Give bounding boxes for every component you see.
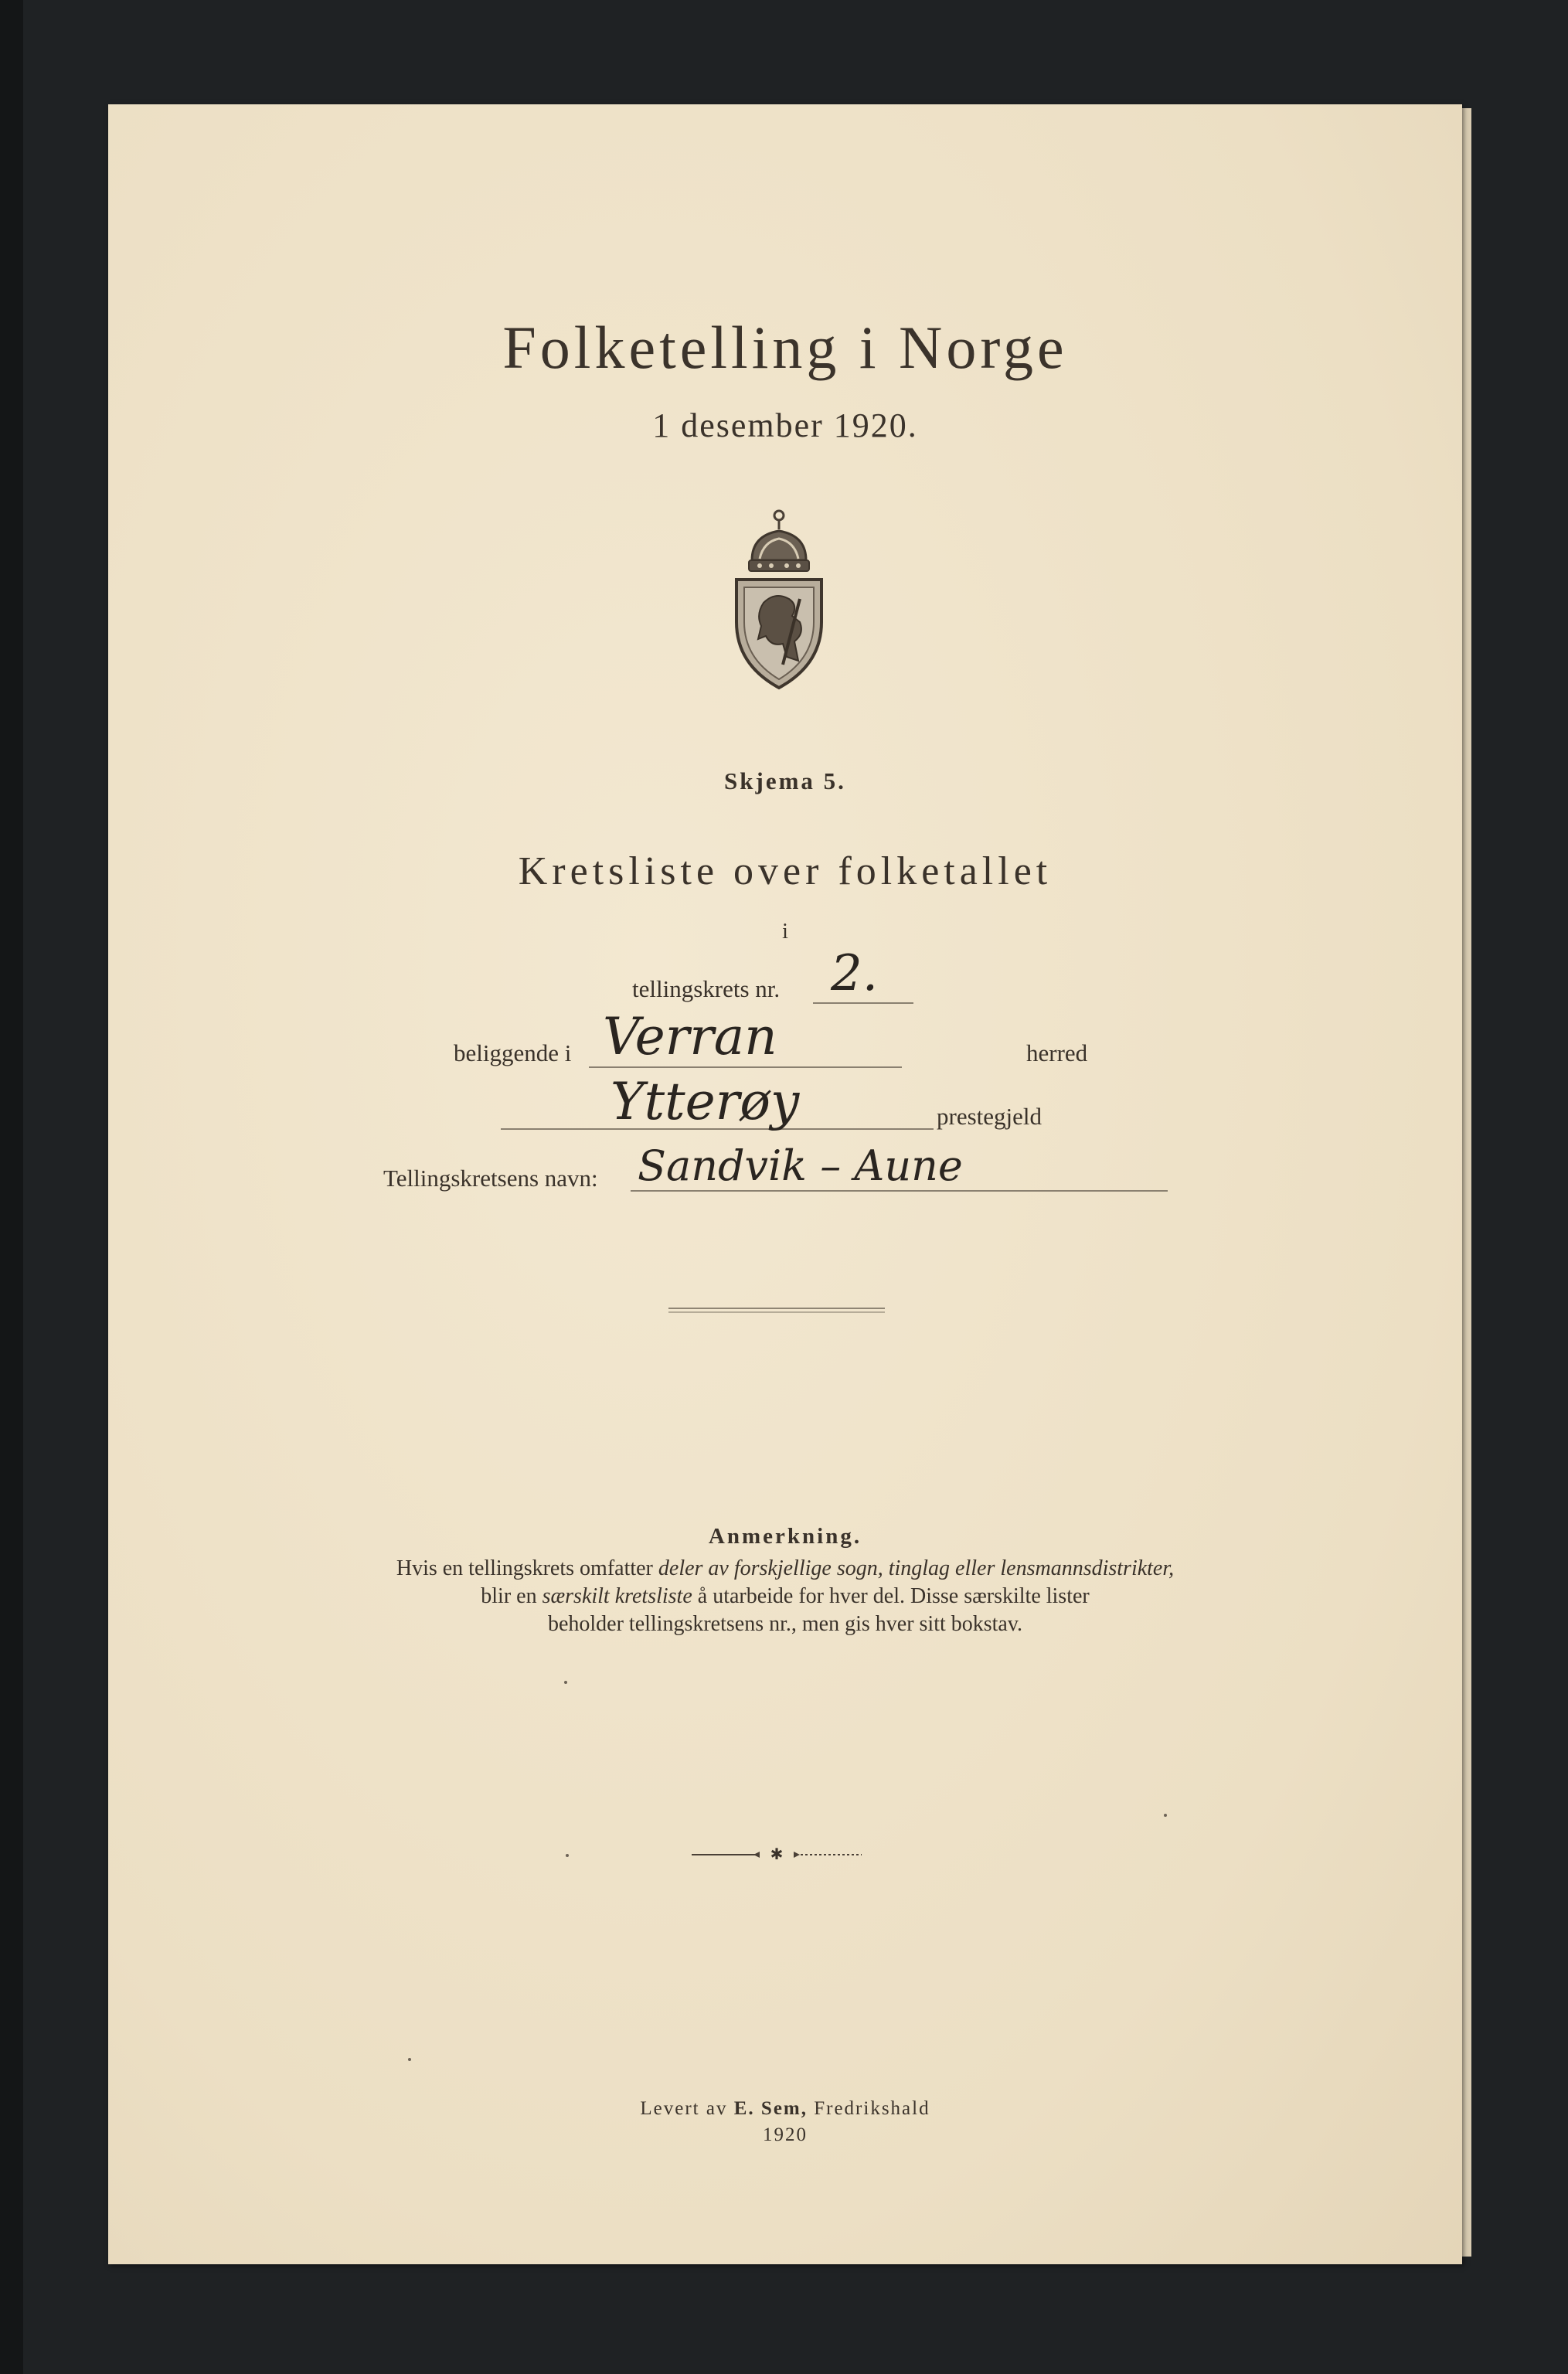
preposition: i <box>782 920 788 944</box>
paper-speck <box>1164 1814 1167 1817</box>
paper-speck <box>566 1854 569 1857</box>
district-number-label: tellingskrets nr. <box>632 975 781 1002</box>
district-name-label: Tellingskretsens navn: <box>383 1165 598 1192</box>
printer-prefix: Levert av <box>640 2098 734 2119</box>
district-name-value: Sandvik – Aune <box>638 1141 963 1190</box>
paper-speck <box>408 2058 411 2061</box>
divider-rule-second <box>668 1311 885 1313</box>
norwegian-coat-of-arms-icon <box>729 506 829 692</box>
district-number-value: 2. <box>831 945 879 1002</box>
list-title: Kretsliste over folketallet <box>518 849 1053 893</box>
note-line-1-text: Hvis en tellingskrets omfatter <box>396 1556 658 1580</box>
ornament-divider-icon <box>692 1847 862 1862</box>
district-number-line <box>813 1002 913 1004</box>
note-heading: Anmerkning. <box>708 1524 862 1549</box>
municipality-value: Verran <box>603 1007 777 1066</box>
municipality-suffix: herred <box>1026 1039 1088 1066</box>
document-date: 1 desember 1920. <box>652 406 918 444</box>
divider-rule <box>668 1308 885 1309</box>
scanner-backdrop <box>0 0 23 2374</box>
printer-name: E. Sem, <box>733 2098 808 2119</box>
note-line-2-emphasis: særskilt kretsliste <box>542 1584 692 1608</box>
printer-year: 1920 <box>763 2124 808 2145</box>
paper-speck <box>564 1681 567 1684</box>
printer-credit <box>108 2098 1462 2120</box>
municipality-line <box>589 1066 902 1068</box>
document-title: Folketelling i Norge <box>502 314 1068 381</box>
note-line-3: beholder tellingskretsens nr., men gis hver sitt bokstav. <box>547 1612 1023 1636</box>
note-line-1-emphasis: deler av forskjellige sogn, tinglag eller lensmannsdistrikter, <box>658 1556 1175 1580</box>
svg-text:✱: ✱ <box>770 1847 784 1862</box>
parish-value: Ytterøy <box>611 1072 800 1131</box>
district-name-line <box>631 1190 1168 1192</box>
located-label: beliggende i <box>454 1039 572 1066</box>
schema-number: Skjema 5. <box>724 767 846 794</box>
note-line-2-text-a: blir en <box>481 1584 543 1608</box>
note-line-2-text-c: å utarbeide for hver del. Disse særskilte lister <box>692 1584 1090 1608</box>
note-line-2 <box>108 1583 1462 1610</box>
printer-city: Fredrikshald <box>807 2098 930 2119</box>
note-line-1 <box>108 1555 1462 1583</box>
parish-suffix: prestegjeld <box>937 1103 1042 1130</box>
census-form-page <box>108 104 1462 2264</box>
